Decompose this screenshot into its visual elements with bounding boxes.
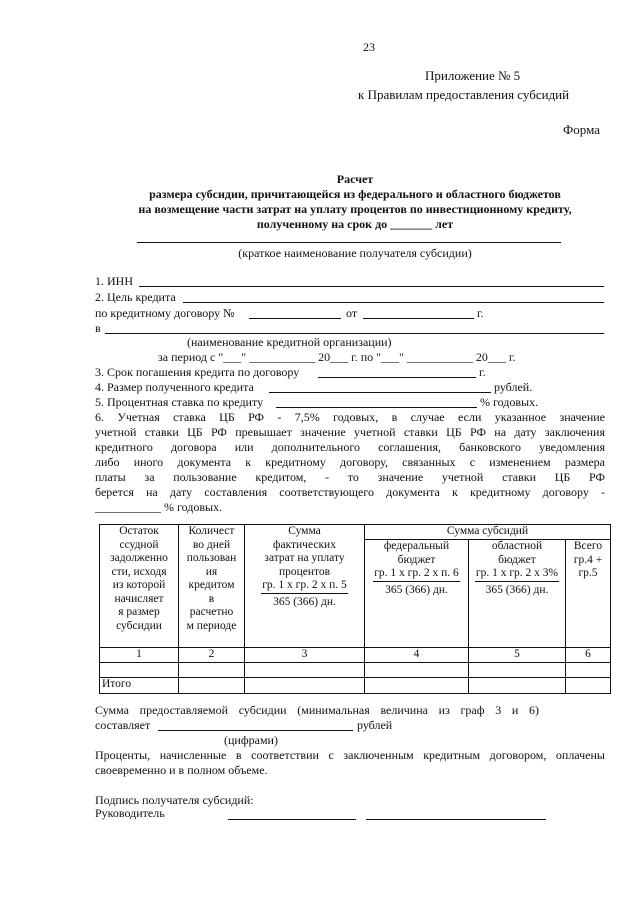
rate-field[interactable] [276, 407, 477, 408]
table-cell[interactable] [469, 662, 566, 677]
subsidy-table [99, 524, 611, 694]
table-cell[interactable] [566, 677, 611, 693]
column-numbers-row [100, 648, 611, 663]
subsidy-sum-line: Сумма предоставляемой субсидии (минимальная величина из граф 3 и 6) [95, 703, 539, 717]
head-label: Руководитель [95, 806, 165, 820]
loan-size-label: 4. Размер полученного кредита [95, 380, 254, 394]
table-row[interactable] [100, 662, 611, 677]
contract-no-field[interactable] [249, 318, 341, 319]
title-line-4: полученному на срок до _______ лет [256, 217, 454, 231]
form-label: Форма [563, 122, 600, 137]
title-line-1: Расчет [336, 172, 374, 186]
col4-header: федеральный бюджет $\frac{\text{гр. 1 х гр. 2 х п. 6}}{365 (366) дн.}$ [365, 540, 469, 648]
table-cell[interactable] [100, 662, 179, 677]
signature-field[interactable] [228, 819, 356, 820]
subsidy-sum-unit: рублей [357, 718, 393, 732]
col-number: 4 [365, 648, 469, 663]
bank-prefix-label: в [95, 321, 101, 335]
col2-header: Количест во дней пользован ия кредитом в расчетно м периоде [179, 525, 245, 648]
item6-line-1: 6. Учетная ставка ЦБ РФ - 7,5% годовых, в случае если указанное значение [95, 410, 605, 424]
signature-name-field[interactable] [366, 819, 546, 820]
col-number: 3 [245, 648, 365, 663]
period-line: за период с "___" ___________ 20___ г. по "___" ___________ 20___ г. [158, 350, 516, 364]
table-cell[interactable] [179, 662, 245, 677]
item6-line-4: либо иного документа к кредитному договору, связанных с изменением размера [95, 455, 605, 469]
subsidy-group-header: Сумма субсидий [365, 525, 611, 540]
col-number: 6 [566, 648, 611, 663]
goal-label: 2. Цель кредита [95, 290, 176, 304]
col-number: 2 [179, 648, 245, 663]
contract-date-field[interactable] [363, 318, 474, 319]
inn-label: 1. ИНН [95, 274, 133, 288]
table-cell[interactable] [245, 662, 365, 677]
col6-header: Всего гр.4 + гр.5 [566, 540, 611, 648]
loan-size-field[interactable] [269, 392, 491, 393]
title-line-3: на возмещение части затрат на уплату процентов по инвестиционному кредиту, [138, 202, 572, 216]
signature-label: Подпись получателя субсидий: [95, 793, 254, 807]
appendix-number: Приложение № 5 [425, 68, 521, 83]
goal-field[interactable] [183, 302, 604, 303]
contract-from-label: от [346, 306, 358, 320]
item6-line-6: берется на дату составления соответствующего документа к кредитному договору - [95, 485, 605, 499]
repay-term-field[interactable] [318, 377, 476, 378]
interest-paid-line-2: своевременно и в полном объеме. [95, 763, 268, 777]
col-number: 1 [100, 648, 179, 663]
total-row[interactable] [100, 677, 611, 693]
appendix-reference: к Правилам предоставления субсидий [358, 87, 570, 102]
table-cell[interactable] [245, 677, 365, 693]
bank-caption: (наименование кредитной организации) [187, 335, 392, 349]
item6-line-3: кредитного договора или дополнительного соглашения, банковского уведомления [95, 440, 605, 454]
interest-paid-line-1: Проценты, начисленные в соответствии с заключенным кредитным договором, оплачены [95, 748, 605, 762]
table-cell[interactable] [365, 677, 469, 693]
page-number: 23 [363, 40, 375, 54]
contract-no-label: по кредитному договору № [95, 306, 235, 320]
repay-year-label: г. [479, 365, 486, 379]
recipient-caption: (краткое наименование получателя субсидии) [238, 246, 472, 260]
item6-line-2: учетной ставки ЦБ РФ превышает значение учетной ставки ЦБ РФ на дату заключения [95, 425, 605, 439]
table-cell[interactable] [566, 662, 611, 677]
recipient-name-line[interactable] [137, 242, 561, 243]
contract-year-label: г. [477, 306, 484, 320]
item6-last-line: ___________ % годовых. [95, 500, 223, 514]
digits-caption: (цифрами) [224, 733, 278, 747]
table-cell[interactable] [469, 677, 566, 693]
table-cell[interactable] [365, 662, 469, 677]
rate-unit: % годовых. [480, 395, 539, 409]
total-label: Итого [100, 677, 179, 693]
col3-header: Сумма фактических затрат на уплату процентов $\frac{\text{гр. 1 х гр. 2 х п. 5}}{365 (366) дн.}$ [245, 525, 365, 648]
subsidy-sum-field[interactable] [158, 730, 353, 731]
title-line-2: размера субсидии, причитающейся из федерального и областного бюджетов [149, 187, 561, 201]
bank-name-field[interactable] [105, 333, 604, 334]
rate-label: 5. Процентная ставка по кредиту [95, 395, 264, 409]
col1-header: Остаток ссудной задолженно сти, исходя из которой начисляет я размер субсидии [100, 525, 179, 648]
table-cell[interactable] [179, 677, 245, 693]
col-number: 5 [469, 648, 566, 663]
repay-term-label: 3. Срок погашения кредита по договору [95, 365, 300, 379]
inn-field[interactable] [139, 286, 604, 287]
col5-header: областной бюджет $\frac{\text{гр. 1 х гр. 2 х 3\%}}{365 (366) дн.}$ [469, 540, 566, 648]
item6-line-5: платы за пользование кредитом, - то значение учетной ставки ЦБ РФ [95, 470, 605, 484]
subsidy-sum-label: составляет [95, 718, 151, 732]
loan-size-unit: рублей. [494, 380, 533, 394]
